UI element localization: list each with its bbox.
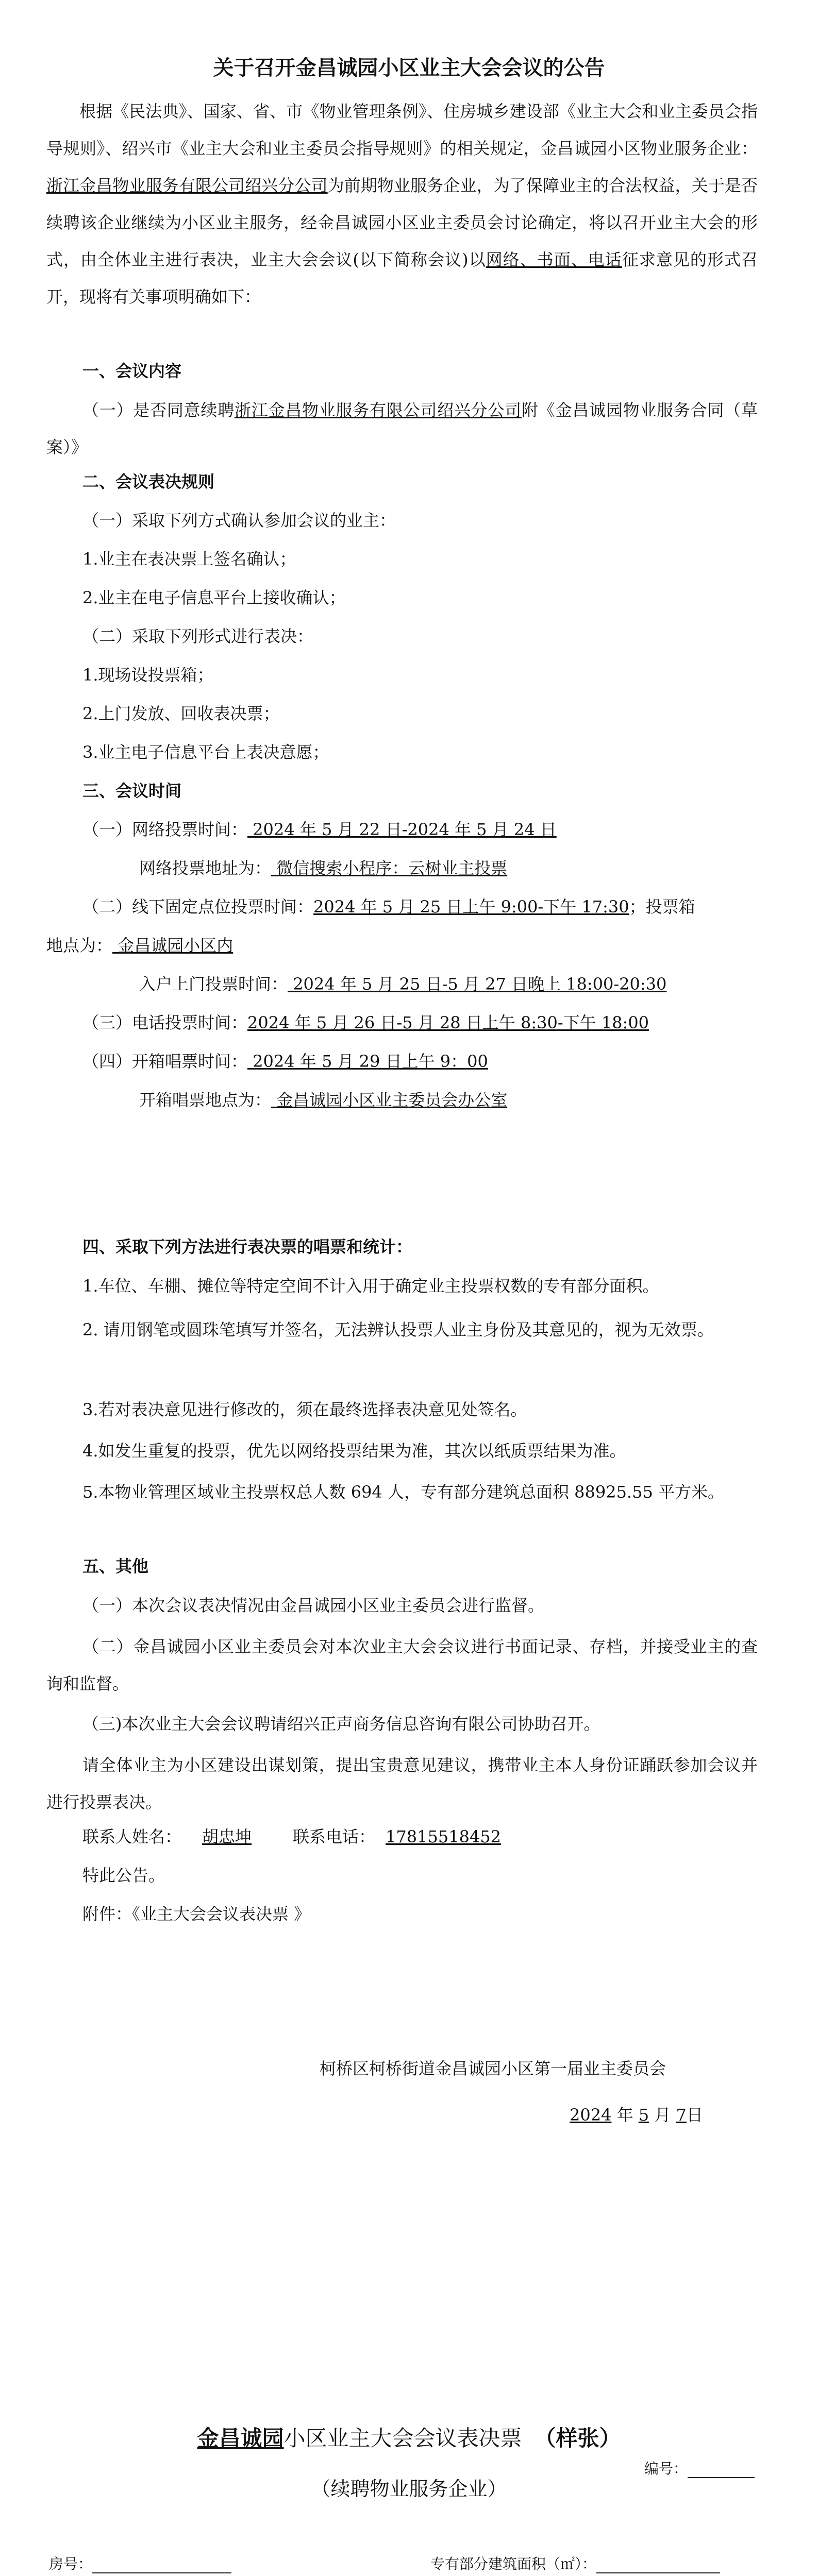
- contact-name-value: 胡忠坤: [202, 1827, 252, 1846]
- room-field: [49, 2553, 231, 2573]
- section4-p3: 3.若对表决意见进行修改的，须在最终选择表决意见处签名。: [82, 1400, 527, 1419]
- contact-phone-label: 联系电话：: [293, 1827, 376, 1846]
- intro-company: 浙江金昌物业服务有限公司绍兴分公司: [46, 176, 328, 195]
- section2-item2a: 1.现场设投票箱；: [82, 665, 214, 685]
- online-addr-label: 网络投票地址为：: [139, 858, 272, 878]
- area-blank[interactable]: [596, 2572, 720, 2573]
- ballot-title-community: 金昌诚园: [197, 2426, 284, 2451]
- online-vote-time: [82, 814, 814, 845]
- notice-title: 关于召开金昌诚园小区业主大会会议的公告: [213, 56, 605, 80]
- section5-p2: （二）金昌诚园小区业主委员会对本次业主大会会议进行书面记录、存档，并接受业主的查询和监督。: [46, 1637, 758, 1693]
- phone-vote-label: （三）电话投票时间：: [82, 1013, 248, 1032]
- count-place: [139, 1084, 818, 1115]
- section1-prefix: （一）是否同意续聘: [82, 400, 235, 420]
- section5-heading: 五、其他: [82, 1556, 149, 1576]
- online-vote-label: （一）网络投票时间：: [82, 820, 248, 839]
- section1-suffix: 附《金昌诚园物业服务合同（草案）》: [46, 400, 758, 457]
- offline-vote-suffix: ；投票箱: [629, 897, 695, 917]
- phone-vote-time: [82, 1007, 814, 1038]
- contact-line: [82, 1821, 814, 1852]
- signature-org: 柯桥区柯桥街道金昌诚园小区第一届业主委员会: [320, 2059, 666, 2078]
- intro-text-3: 征求意见的形式召开，现将有关事项明确如下：: [46, 250, 758, 307]
- area-label: 专有部分建筑面积（㎡）：: [430, 2555, 597, 2572]
- room-label: 房号：: [49, 2555, 93, 2572]
- phone-vote-value: 2024 年 5 月 26 日-5 月 28 日上午 8:30-下午 18:00: [247, 1013, 649, 1032]
- contact-name-label: 联系人姓名：: [82, 1827, 182, 1846]
- intro-text-1: 根据《民法典》、国家、省、市《物业管理条例》、住房城乡建设部《业主大会和业主委员会指导规则》、绍兴市《业主大会和业主委员会指导规则》的相关规定，金昌诚园小区物业服务企业：: [46, 101, 758, 158]
- count-place-label: 开箱唱票地点为：: [139, 1090, 272, 1110]
- section5-p4: 请全体业主为小区建设出谋划策，提出宝贵意见建议，携带业主本人身份证踊跃参加会议并进行投票表决。: [46, 1755, 758, 1812]
- intro-methods: 网络、书面、电话: [486, 250, 622, 269]
- section4-p4: 4.如发生重复的投票，优先以网络投票结果为准，其次以纸质票结果为准。: [82, 1441, 626, 1461]
- count-time-label: （四）开箱唱票时间：: [82, 1052, 248, 1071]
- section2-item2: （二）采取下列形式进行表决：: [82, 626, 314, 646]
- door-vote-time: [139, 969, 818, 999]
- online-vote-value: 2024 年 5 月 22 日-2024 年 5 月 24 日: [247, 820, 557, 839]
- signature-date: [570, 2102, 703, 2126]
- date-day-suffix: 日: [686, 2105, 703, 2125]
- date-year: 2024: [570, 2105, 612, 2125]
- section1-heading: 一、会议内容: [82, 361, 182, 381]
- date-month: 5: [638, 2105, 649, 2125]
- intro-text-2: 为前期物业服务企业，为了保障业主的合法权益，关于是否续聘该企业继续为小区业主服务，经金昌诚园小区业主委员会讨论确定，将以召开业主大会的形式，由全体业主进行表决，业主大会会议(以下简称会议)以: [46, 176, 758, 269]
- offline-vote-label: （二）线下固定点位投票时间：: [82, 897, 314, 917]
- ballot-title-text: 小区业主大会会议表决票: [283, 2426, 522, 2451]
- room-blank[interactable]: [92, 2572, 231, 2573]
- date-year-suffix: 年: [611, 2105, 639, 2125]
- intro-paragraph: [46, 93, 758, 315]
- section2-item1: （一）采取下列方式确认参加会议的业主：: [82, 511, 396, 530]
- serial-label: 编号：: [644, 2460, 688, 2477]
- section3-heading: 三、会议时间: [82, 781, 182, 801]
- offline-vote-time: [82, 891, 814, 922]
- section4-p5: 5.本物业管理区域业主投票权总人数 694 人，专有部分建筑总面积 88925.55 平方米。: [82, 1482, 724, 1502]
- online-addr-value: 微信搜索小程序：云树业主投票: [271, 858, 508, 878]
- section2-item1a: 1.业主在表决票上签名确认；: [82, 549, 296, 569]
- location-label: 地点为：: [46, 936, 113, 955]
- count-time-value: 2024 年 5 月 29 日上午 9：00: [247, 1052, 488, 1071]
- section1-item: [46, 392, 758, 466]
- ballot-title-sample: （样张）: [534, 2426, 621, 2451]
- section2-heading: 二、会议表决规则: [82, 472, 215, 492]
- count-place-value: 金昌诚园小区业主委员会办公室: [271, 1090, 508, 1110]
- date-month-suffix: 月: [649, 2105, 676, 2125]
- section5-p3: （三)本次业主大会会议聘请绍兴正声商务信息咨询有限公司协助召开。: [82, 1714, 600, 1734]
- location-value: 金昌诚园小区内: [112, 936, 233, 955]
- offline-vote-value: 2024 年 5 月 25 日上午 9:00-下午 17:30: [313, 897, 629, 917]
- ballot-subtitle: （续聘物业服务企业）: [311, 2478, 507, 2500]
- section4-heading: 四、采取下列方法进行表决票的唱票和统计：: [82, 1237, 413, 1257]
- door-vote-label: 入户上门投票时间：: [139, 974, 288, 994]
- door-vote-value: 2024 年 5 月 25 日-5 月 27 日晚上 18:00-20:30: [288, 974, 667, 994]
- announce-line: 特此公告。: [82, 1866, 165, 1885]
- online-vote-address: [139, 853, 818, 884]
- attachment-line: 附件：《业主大会会议表决票 》: [82, 1904, 311, 1924]
- section5-p1: （一）本次会议表决情况由金昌诚园小区业主委员会进行监督。: [82, 1596, 545, 1615]
- ballot-title: [0, 2421, 818, 2452]
- count-time: [82, 1046, 814, 1077]
- section2-item2b: 2.上门发放、回收表决票；: [82, 704, 280, 723]
- section1-company: 浙江金昌物业服务有限公司绍兴分公司: [234, 400, 522, 420]
- date-day: 7: [676, 2105, 687, 2125]
- section4-p1: 1.车位、车棚、摊位等特定空间不计入用于确定业主投票权数的专有部分面积。: [82, 1276, 659, 1296]
- offline-location: [46, 930, 778, 961]
- section2-item1b: 2.业主在电子信息平台上接收确认；: [82, 588, 346, 607]
- section4-p2: 2. 请用钢笔或圆珠笔填写并签名，无法辨认投票人业主身份及其意见的，视为无效票。: [82, 1320, 714, 1340]
- area-field: [430, 2553, 720, 2573]
- contact-phone-value: 17815518452: [386, 1827, 501, 1846]
- section2-item2c: 3.业主电子信息平台上表决意愿；: [82, 742, 329, 762]
